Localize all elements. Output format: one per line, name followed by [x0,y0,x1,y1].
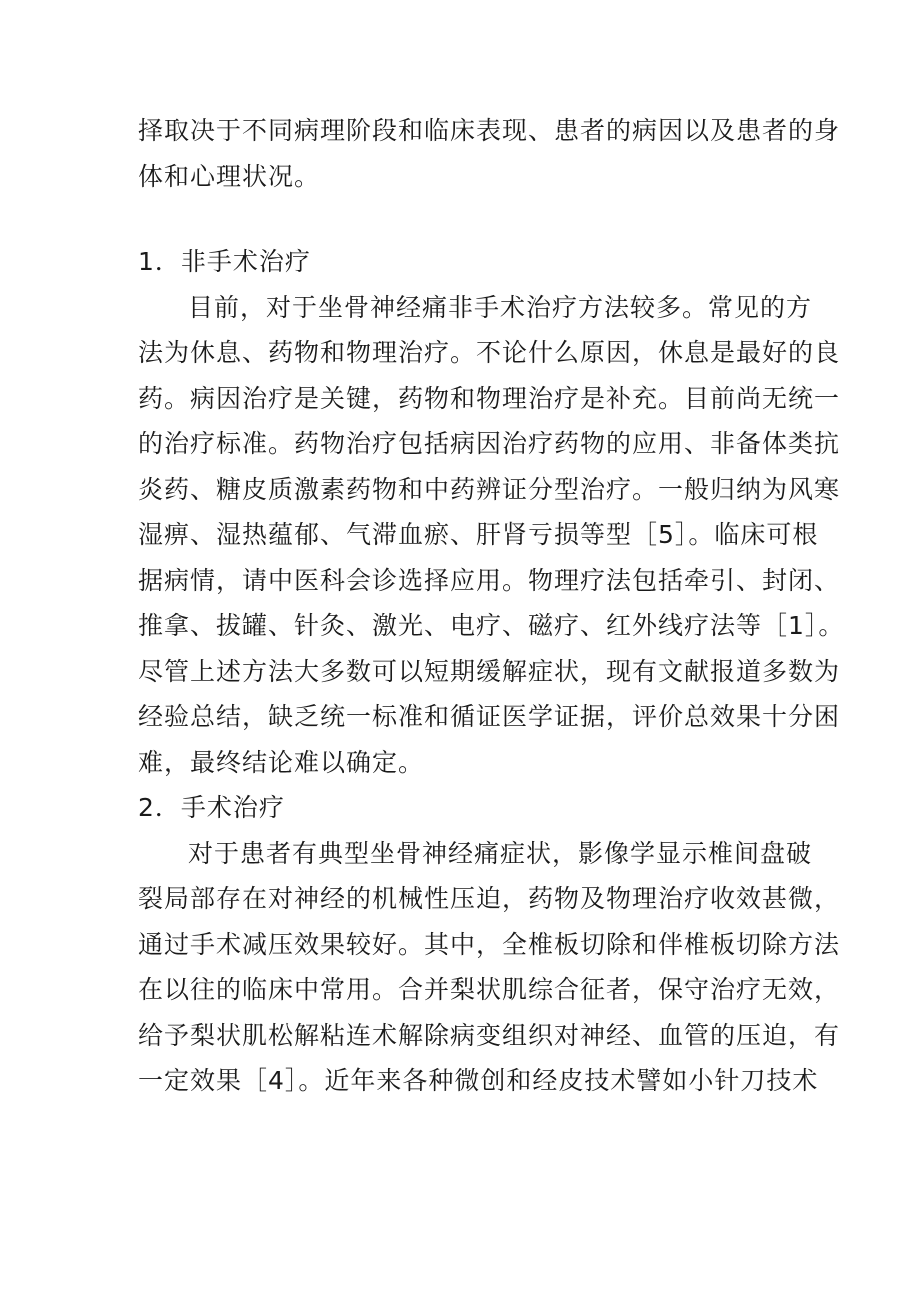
document-body [138,108,845,1104]
paragraph-line: 一定效果［4］。近年来各种微创和经皮技术譬如小针刀技术 [138,1066,819,1095]
paragraph-line: 体和心理状况。 [138,161,321,191]
paragraph-line: 在以往的临床中常用。合并梨状肌综合征者，保守治疗无效， [138,975,841,1004]
paragraph-line: 尽管上述方法大多数可以短期缓解症状，现有文献报道多数为 [138,656,841,686]
paragraph-line: 给予梨状肌松解粘连术解除病变组织对神经、血管的压迫，有 [138,1020,841,1050]
paragraph-line: 通过手术减压效果较好。其中，全椎板切除和伴椎板切除方法 [138,929,841,959]
paragraph-line: 推拿、拔罐、针灸、激光、电疗、磁疗、红外线疗法等［1］。 [138,611,845,640]
paragraph-line: 择取决于不同病理阶段和临床表现、患者的病因以及患者的身 [138,116,841,145]
paragraph-line: 经验总结，缺乏统一标准和循证医学证据，评价总效果十分困 [138,702,841,731]
spacer [138,199,798,239]
paragraph-line: 裂局部存在对神经的机械性压迫，药物及物理治疗收效甚微， [138,884,841,913]
paragraph-line: 目前，对于坐骨神经痛非手术治疗方法较多。常见的方 [188,292,813,322]
paragraph-line: 法为休息、药物和物理治疗。不论什么原因，休息是最好的良 [138,338,841,367]
section-heading-surgical: 2．手术治疗 [138,793,285,822]
paragraph-line: 炎药、糖皮质激素药物和中药辨证分型治疗。一般归纳为风寒 [138,474,841,504]
paragraph-line: 据病情，请中医科会诊选择应用。物理疗法包括牵引、封闭、 [138,565,841,595]
paragraph-line: 湿痹、湿热蕴郁、气滞血瘀、肝肾亏损等型［5］。临床可根 [138,520,819,549]
paragraph-line: 难，最终结论难以确定。 [138,747,425,777]
paragraph-line: 的治疗标准。药物治疗包括病因治疗药物的应用、非备体类抗 [138,429,841,458]
section-heading-non-surgical: 1．非手术治疗 [138,247,311,276]
paragraph-line: 对于患者有典型坐骨神经痛症状，影像学显示椎间盘破 [188,838,813,868]
paragraph-line: 药。病因治疗是关键，药物和物理治疗是补充。目前尚无统一 [138,383,841,413]
